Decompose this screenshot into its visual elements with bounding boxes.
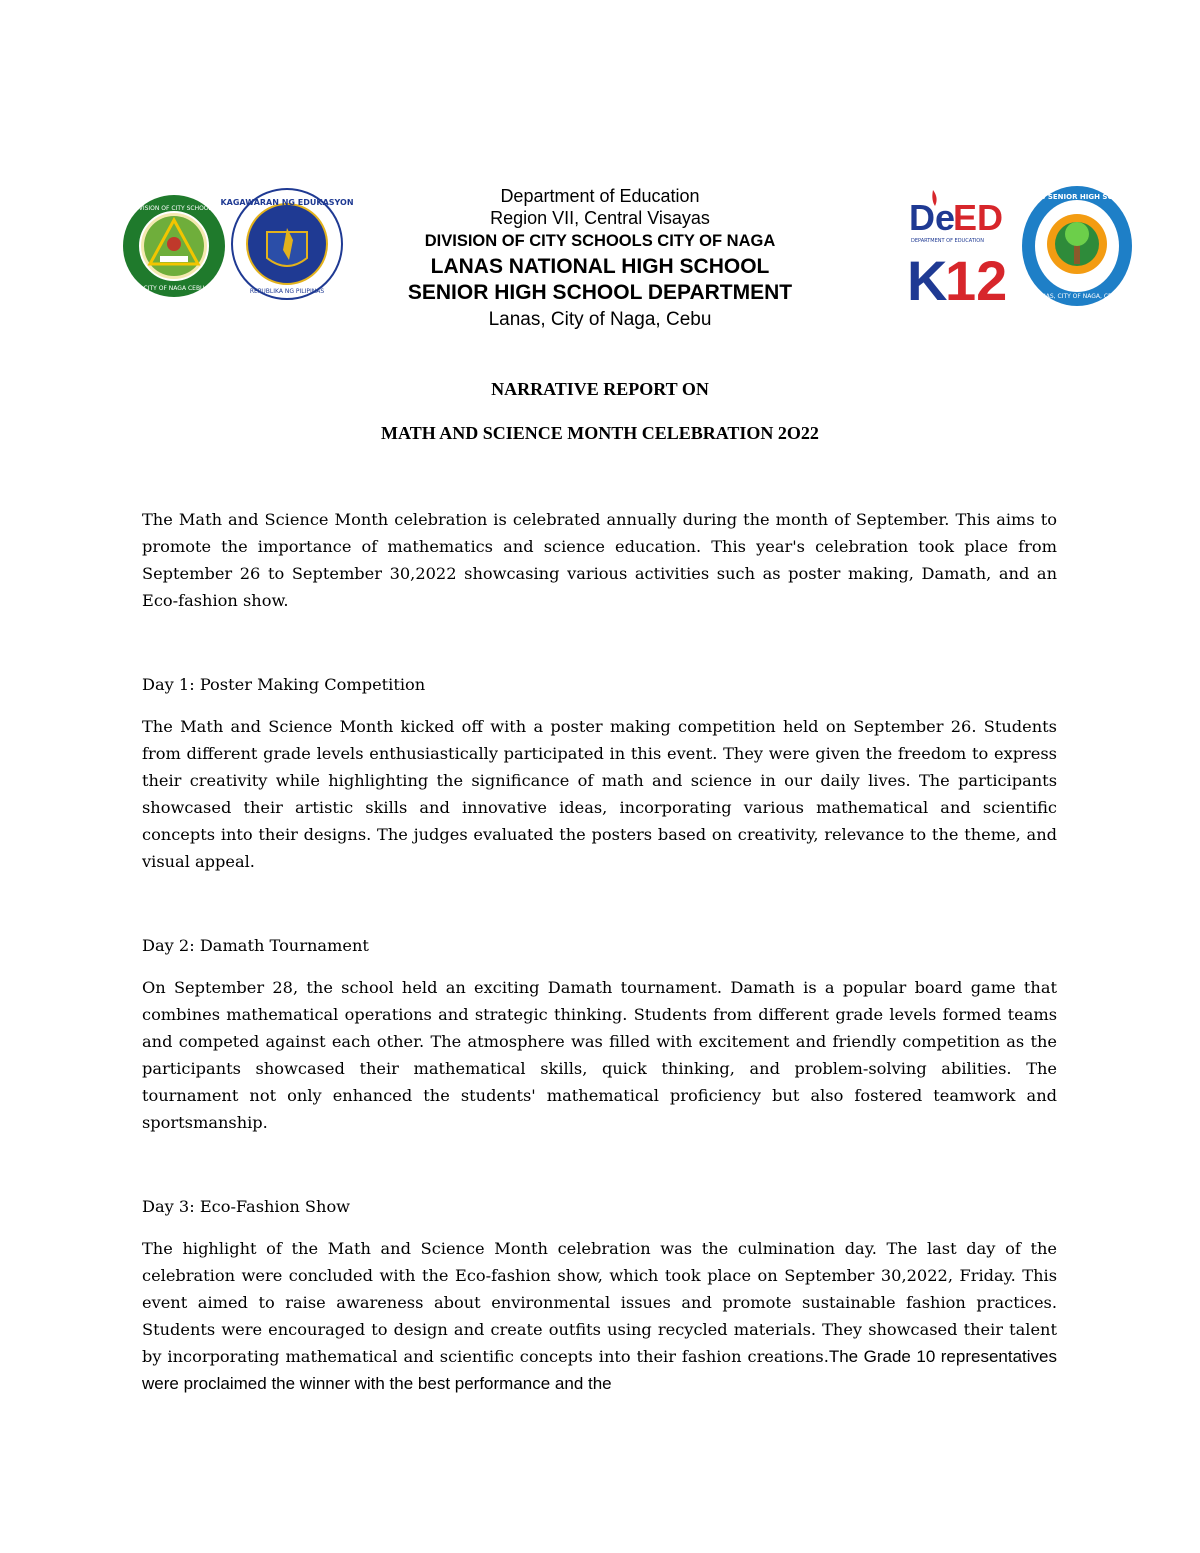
school-address: Lanas, City of Naga, Cebu xyxy=(488,309,712,330)
intro-paragraph: The Math and Science Month celebration is celebrated annually during the month of September. This aims to promote the importance of mathematics and science education. This year's celebration took place from September 26 to September 30,2022 showcasing various activities such as poster making, Damath, and an Eco-fashion show. xyxy=(142,510,1057,610)
svg-text:REPUBLIKA NG PILIPINAS: REPUBLIKA NG PILIPINAS xyxy=(249,288,325,295)
svg-text:KAGAWARAN NG EDUKASYON: KAGAWARAN NG EDUKASYON xyxy=(220,198,354,207)
svg-text:LANAS SENIOR HIGH SCHOOL: LANAS SENIOR HIGH SCHOOL xyxy=(1019,193,1135,201)
day2-paragraph: On September 28, the school held an exciting Damath tournament. Damath is a popular board game that combines mathematical operations and strategic thinking. Students from different grade levels formed teams and competed against each other. The atmosphere was filled with excitement and friendly competition as the participants showcased their mathematical skills, quick thinking, and problem-solving abilities. The tournament not only enhanced the students' mathematical proficiency but also fostered teamwork and sportsmanship. xyxy=(142,978,1057,1132)
svg-text:ED: ED xyxy=(953,197,1004,238)
svg-text:LANAS, CITY OF NAGA, CEBU: LANAS, CITY OF NAGA, CEBU xyxy=(1033,293,1121,300)
day3-section xyxy=(142,1193,1057,1397)
day1-section xyxy=(142,671,1057,875)
deped-seal-logo xyxy=(220,188,354,300)
school-name: LANAS NATIONAL HIGH SCHOOL xyxy=(430,255,770,278)
letterhead-text xyxy=(340,184,860,334)
department-name: Department of Education xyxy=(500,186,700,206)
report-title: NARRATIVE REPORT ON xyxy=(491,379,709,399)
day3-paragraph-text: The highlight of the Math and Science Month celebration was the culmination day. The last day of the celebration were concluded with the Eco-fashion show, which took place on September 30,2022, Friday. This event aimed to raise awareness about environmental issues and promote sustainable fashion practices. Students were encouraged to design and create outfits using recycled materials. They showcased their talent by incorporating mathematical and scientific concepts into their fashion creations. xyxy=(142,1239,1057,1366)
day1-heading: Day 1: Poster Making Competition xyxy=(142,675,426,694)
svg-text:K: K xyxy=(907,249,948,312)
svg-text:CITY OF NAGA CEBU: CITY OF NAGA CEBU xyxy=(143,285,205,292)
letterhead xyxy=(0,184,1200,334)
day3-heading: Day 3: Eco-Fashion Show xyxy=(142,1197,351,1216)
svg-text:12: 12 xyxy=(945,249,1008,312)
svg-text:DEPARTMENT OF EDUCATION: DEPARTMENT OF EDUCATION xyxy=(911,238,984,244)
day1-paragraph: The Math and Science Month kicked off with a poster making competition held on September 26. Students from different grade levels enthusiastically participated in this event. They were given the freedom to express their creativity while highlighting the significance of math and science in our daily lives. The participants showcased their artistic skills and innovative ideas, incorporating various mathematical and scientific concepts into their designs. The judges evaluated the posters based on creativity, relevance to the theme, and visual appeal. xyxy=(142,717,1057,871)
region-name: Region VII, Central Visayas xyxy=(490,208,710,228)
day3-paragraph-tail: The Grade 10 representatives were proclaimed the winner with the best performance and the xyxy=(142,1347,1057,1393)
division-name: DIVISION OF CITY SCHOOLS CITY OF NAGA xyxy=(424,232,776,250)
lanas-shs-seal-logo xyxy=(1020,184,1134,308)
report-subtitle: MATH AND SCIENCE MONTH CELEBRATION 2O22 xyxy=(381,423,819,443)
day3-paragraph xyxy=(142,1235,1057,1397)
svg-text:De: De xyxy=(909,197,956,238)
deped-k12-logo xyxy=(907,186,1009,312)
day2-heading: Day 2: Damath Tournament xyxy=(142,936,369,955)
day2-section xyxy=(142,932,1057,1136)
svg-text:DIVISION OF CITY SCHOOLS: DIVISION OF CITY SCHOOLS xyxy=(132,205,216,212)
city-division-seal-logo xyxy=(122,194,226,298)
shs-department-name: SENIOR HIGH SCHOOL DEPARTMENT xyxy=(407,281,793,304)
intro-section xyxy=(142,506,1057,614)
